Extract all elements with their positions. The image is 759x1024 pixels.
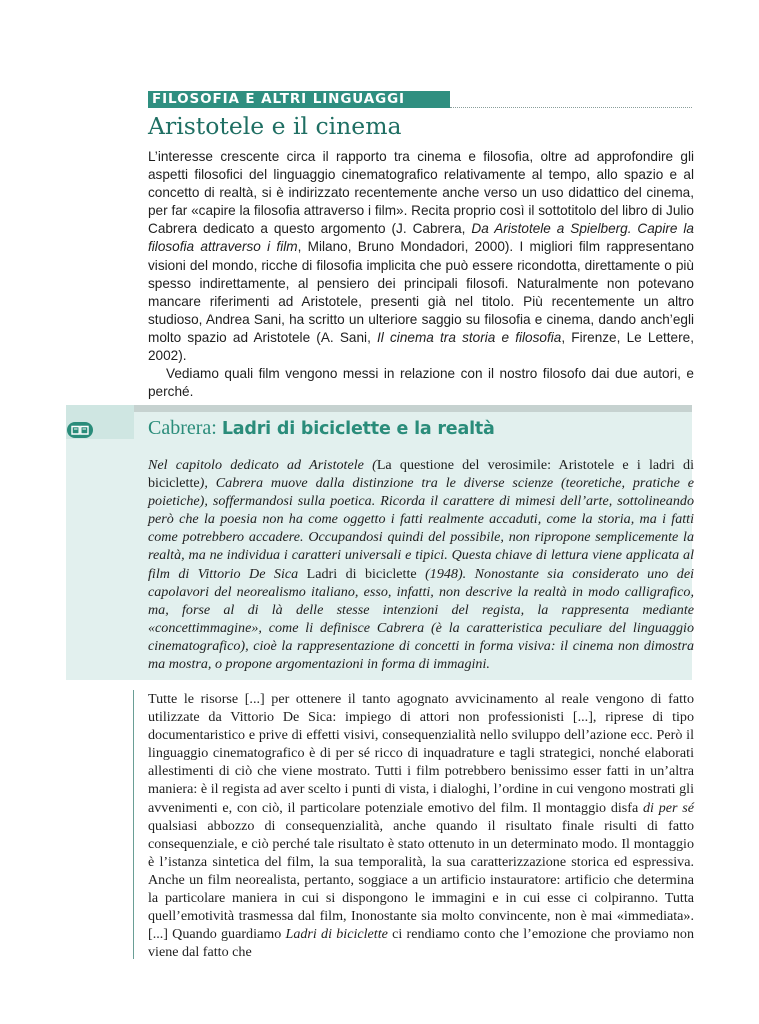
intro-text (148, 148, 694, 401)
intro-paragraph-2: Vediamo quali film vengono messi in relazione con il nostro filosofo dai due autori, e perché. (148, 366, 694, 400)
book-icon (66, 421, 94, 439)
intro-paragraph-1: L’interesse crescente circa il rapporto tra cinema e filosofia, oltre ad approfondire gli aspetti filosofici del linguaggio cinematografico relativamente al tempo, allo spazio e al concetto di realtà, si è indirizzato recentemente anche verso un uso didattico del cinema, per far «capire la filosofia attraverso i film». Recita proprio così il sottotitolo del libro di Julio Cabrera dedicato a questo argomento (J. Cabrera, Da Aristotele a Spielberg. Capire la filosofia attraverso i film, Milano, Bruno Mondadori, 2000). I migliori film rappresentano visioni del mondo, ricche di filosofia implicita che può essere ricondotta, direttamente o più spesso indirettamente, al pensiero dei principali filosofi. Naturalmente non potevano mancare riferimenti ad Aristotele, presenti già nel titolo. Più recentemente un altro studioso, Andrea Sani, ha scritto un ulteriore saggio su filosofia e cinema, dando anch’egli molto spazio ad Aristotele (A. Sani, Il cinema tra storia e filosofia, Firenze, Le Lettere, 2002). (148, 149, 694, 364)
section-banner: FILOSOFIA E ALTRI LINGUAGGI (148, 91, 450, 108)
section-heading: Cabrera: Ladri di biciclette e la realtà (148, 417, 495, 439)
page-title: Aristotele e il cinema (148, 112, 402, 140)
banner-dotted-rule (450, 107, 692, 108)
section-body: Nel capitolo dedicato ad Aristotele (La questione del verosimile: Aristotele e i ladri di biciclette), Cabrera muove dalla distinzione tra le diverse scienze (teoretiche, pratiche e poietiche), soffermandosi sulla poetica. Ricorda il carattere di mimesi dell’arte, sottolineando però che la poesia non ha come oggetto i fatti realmente accaduti, come la storia, ma i fatti come potrebbero accadere. Occupandosi quindi del possibile, non ripropone semplicemente la realtà, ma ne individua i caratteri universali e tipici. Questa chiave di lettura viene applicata al film di Vittorio De Sica Ladri di biciclette (1948). Nonostante sia considerato uno dei capolavori del neorealismo italiano, esso, infatti, non descrive la realtà in modo calligrafico, ma, forse al di là delle stesse intenzioni del regista, la rappresenta mediante «concettimmagine», come li definisce Cabrera (è la caratteristica peculiare del linguaggio cinematografico), cioè la rappresentazione di concetti in forma visiva: il cinema non dimostra ma mostra, o propone argomentazioni in forma di immagini. (148, 457, 695, 673)
quote-side-rule (133, 690, 134, 959)
quote-text: Tutte le risorse [...] per ottenere il tanto agognato avvicinamento al reale vengono di fatto utilizzate da Vittorio De Sica: impiego di attori non professionisti [...], riprese di tipo documentaristico e prive di effetti visivi, consequenzialità nello sviluppo dell’azione ecc. Però il linguaggio cinematografico è di per sé ricco di inquadrature e tagli strategici, nonché elaborati allestimenti di ciò che viene mostrato. Tutti i film potrebbero benissimo esser fatti in un’altra maniera: è il regista ad aver scelto i punti di vista, i dialoghi, l’ordine in cui vengono mostrati gli avvenimenti e, con ciò, il particolare potenziale emotivo del film. Il montaggio disfa di per sé qualsiasi abbozzo di consequenzialità, anche quando il risultato finale risulti di fatto consequenziale, e ciò perché tale risultato è stato ottenuto in un determinato modo. Il montaggio è l’istanza sintetica del film, la sua temporalità, la sua caratterizzazione storica ed espressiva. Anche un film neorealista, pertanto, soggiace a un artificio instauratore: artificio che determina la particolare maniera in cui si dispongono le immagini e in cui esse ci colpiranno. Tutta quell’emotività trasmessa dal film, Inonostante sia molto convincente, non è mai «immediata». [...] Quando guardiamo Ladri di biciclette ci rendiamo conto che l’emozione che proviamo non viene dal fatto che (148, 691, 694, 961)
section-top-bar (134, 405, 692, 412)
